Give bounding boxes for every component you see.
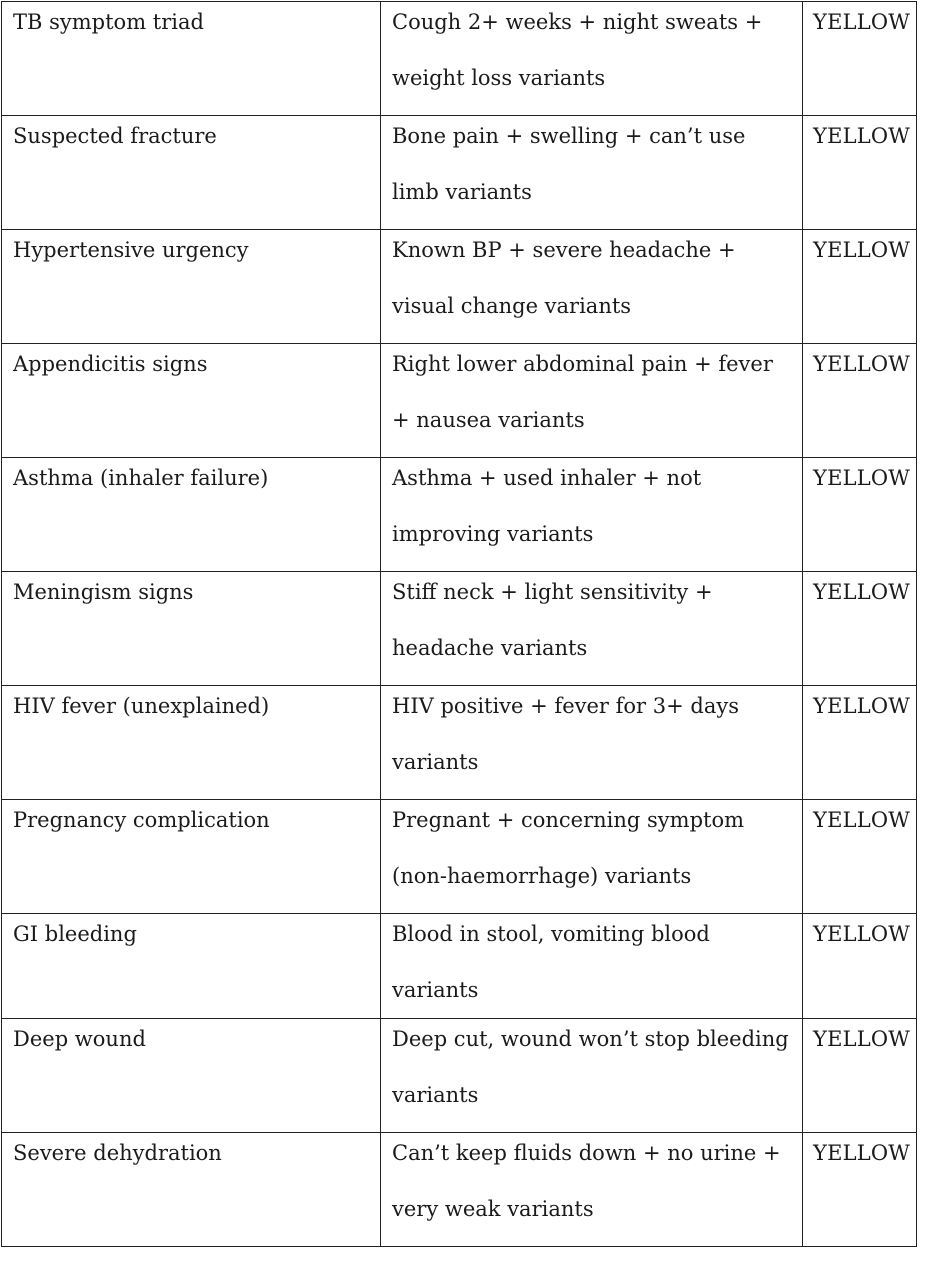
- trigger-text: Cough 2+ weeks + night sweats + weight loss variants: [392, 10, 763, 90]
- trigger-cell: [381, 458, 803, 572]
- level-text: YELLOW: [813, 466, 911, 490]
- table-row: [2, 1133, 917, 1247]
- table-row: [2, 116, 917, 230]
- condition-text: Severe dehydration: [13, 1141, 222, 1165]
- condition-cell: [2, 230, 381, 344]
- table-row: [2, 458, 917, 572]
- level-cell: [803, 230, 917, 344]
- condition-cell: [2, 116, 381, 230]
- condition-cell: [2, 2, 381, 116]
- trigger-text: Bone pain + swelling + can’t use limb variants: [392, 124, 746, 204]
- triage-table: [1, 1, 917, 1247]
- table-row: [2, 2, 917, 116]
- level-cell: [803, 344, 917, 458]
- level-cell: [803, 1019, 917, 1133]
- level-text: YELLOW: [813, 10, 911, 34]
- level-text: YELLOW: [813, 922, 911, 946]
- trigger-cell: [381, 686, 803, 800]
- trigger-cell: [381, 116, 803, 230]
- table-row: [2, 686, 917, 800]
- level-text: YELLOW: [813, 1141, 911, 1165]
- level-text: YELLOW: [813, 694, 911, 718]
- condition-cell: [2, 572, 381, 686]
- condition-text: Suspected fracture: [13, 124, 217, 148]
- table-row: [2, 1019, 917, 1133]
- condition-text: TB symptom triad: [13, 10, 204, 34]
- level-cell: [803, 116, 917, 230]
- condition-cell: [2, 914, 381, 1019]
- condition-cell: [2, 344, 381, 458]
- level-cell: [803, 458, 917, 572]
- trigger-text: Blood in stool, vomiting blood variants: [392, 922, 710, 1002]
- level-cell: [803, 914, 917, 1019]
- trigger-cell: [381, 344, 803, 458]
- condition-text: Meningism signs: [13, 580, 194, 604]
- level-cell: [803, 1133, 917, 1247]
- table-row: [2, 344, 917, 458]
- trigger-cell: [381, 1133, 803, 1247]
- level-text: YELLOW: [813, 238, 911, 262]
- trigger-cell: [381, 800, 803, 914]
- table-row: [2, 572, 917, 686]
- trigger-text: Stiff neck + light sensitivity + headache variants: [392, 580, 713, 660]
- condition-text: Pregnancy complication: [13, 808, 270, 832]
- condition-cell: [2, 1133, 381, 1247]
- condition-text: Asthma (inhaler failure): [13, 466, 269, 490]
- trigger-text: Known BP + severe headache + visual change variants: [392, 238, 736, 318]
- condition-cell: [2, 458, 381, 572]
- trigger-text: HIV positive + fever for 3+ days variants: [392, 694, 739, 774]
- trigger-cell: [381, 230, 803, 344]
- trigger-text: Deep cut, wound won’t stop bleeding variants: [392, 1027, 789, 1107]
- level-text: YELLOW: [813, 808, 911, 832]
- condition-cell: [2, 686, 381, 800]
- trigger-text: Right lower abdominal pain + fever + nausea variants: [392, 352, 773, 432]
- level-text: YELLOW: [813, 124, 911, 148]
- trigger-cell: [381, 2, 803, 116]
- condition-text: Deep wound: [13, 1027, 146, 1051]
- condition-text: GI bleeding: [13, 922, 137, 946]
- condition-cell: [2, 800, 381, 914]
- trigger-text: Can’t keep fluids down + no urine + very weak variants: [392, 1141, 781, 1221]
- trigger-cell: [381, 914, 803, 1019]
- level-text: YELLOW: [813, 1027, 911, 1051]
- condition-text: Hypertensive urgency: [13, 238, 249, 262]
- table-row: [2, 230, 917, 344]
- trigger-text: Asthma + used inhaler + not improving variants: [392, 466, 702, 546]
- level-text: YELLOW: [813, 352, 911, 376]
- level-cell: [803, 800, 917, 914]
- trigger-cell: [381, 572, 803, 686]
- condition-cell: [2, 1019, 381, 1133]
- condition-text: HIV fever (unexplained): [13, 694, 270, 718]
- level-cell: [803, 572, 917, 686]
- table-row: [2, 914, 917, 1019]
- level-cell: [803, 686, 917, 800]
- trigger-cell: [381, 1019, 803, 1133]
- trigger-text: Pregnant + concerning symptom (non-haemorrhage) variants: [392, 808, 745, 888]
- table-row: [2, 800, 917, 914]
- level-cell: [803, 2, 917, 116]
- condition-text: Appendicitis signs: [13, 352, 208, 376]
- level-text: YELLOW: [813, 580, 911, 604]
